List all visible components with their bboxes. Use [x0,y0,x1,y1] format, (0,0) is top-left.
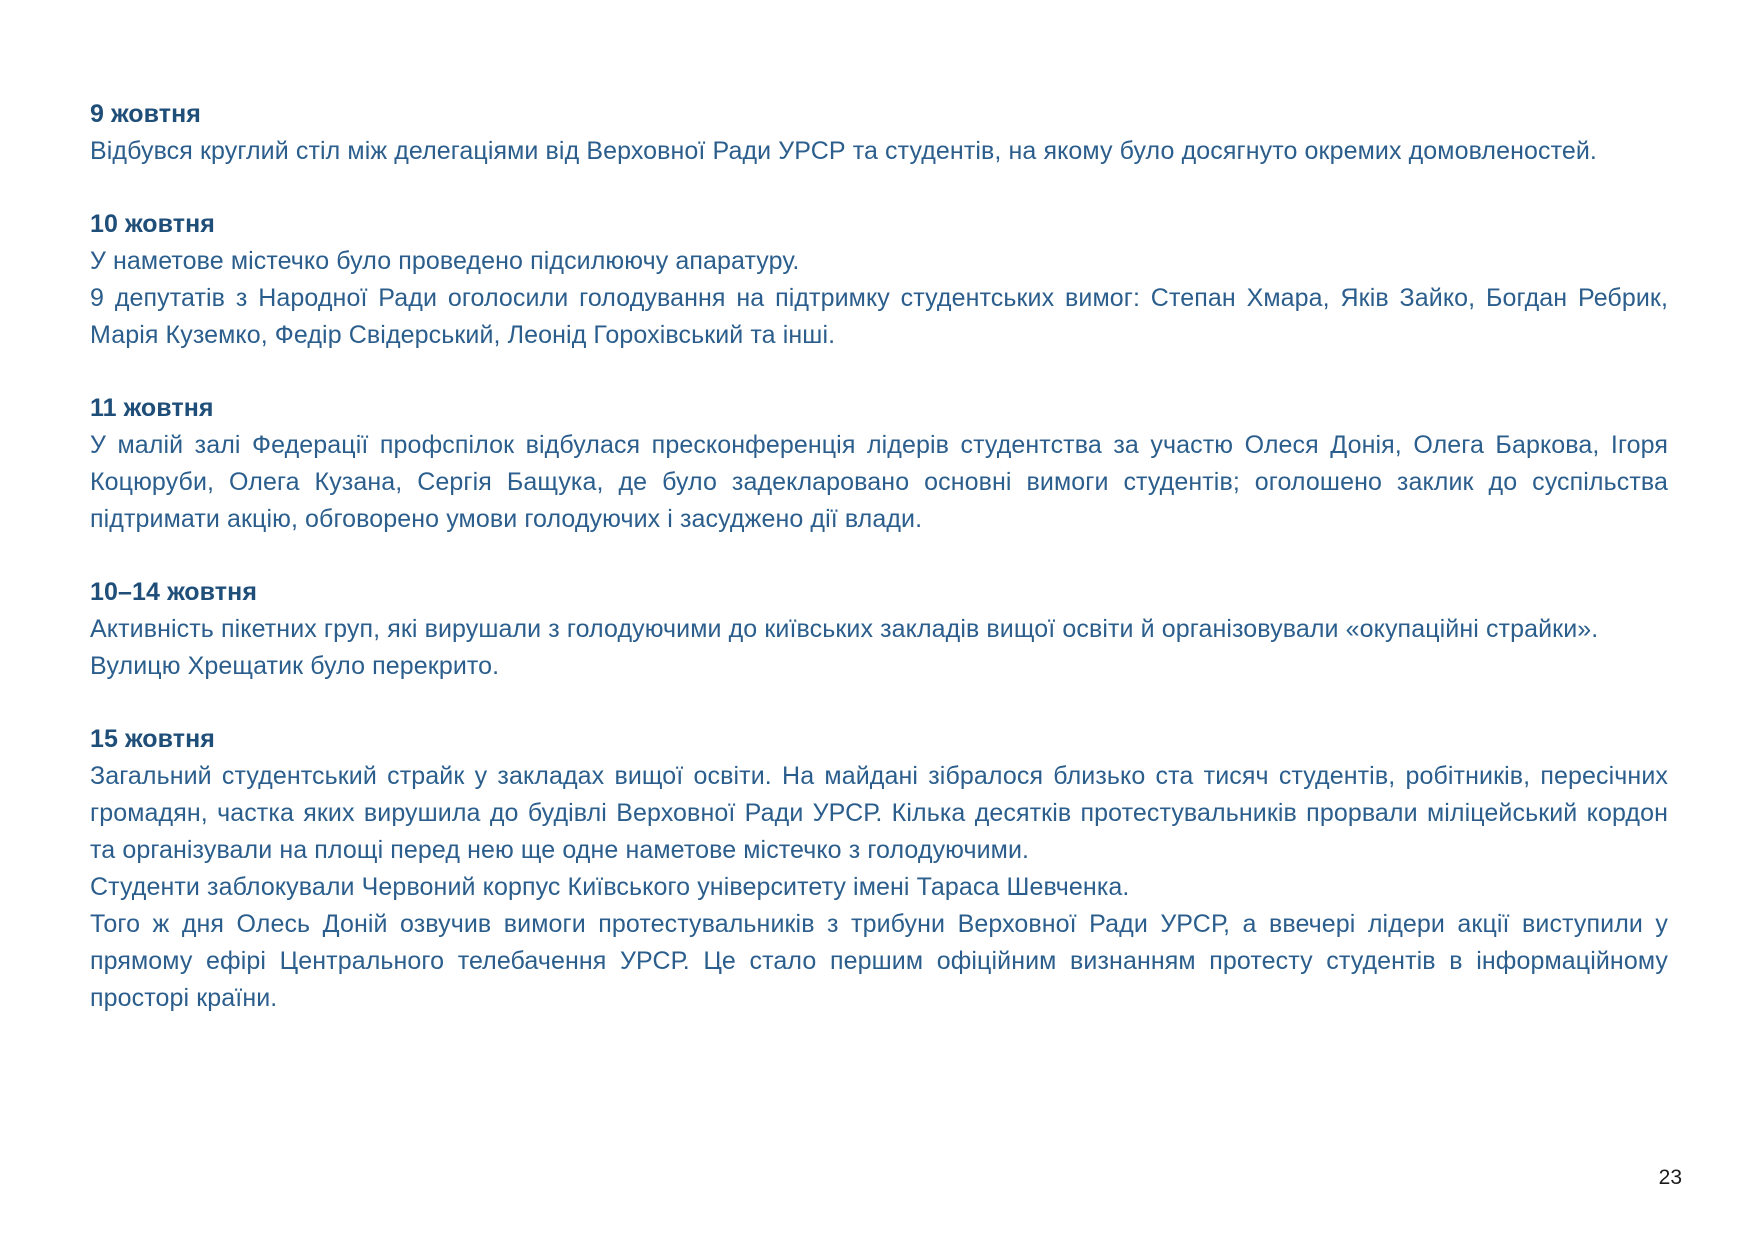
section-date-heading: 9 жовтня [90,100,201,128]
section-paragraph: Вулицю Хрещатик було перекрито. [90,652,500,680]
section-paragraph: Відбувся круглий стіл між делегаціями від Верховної Ради УРСР та студентів, на якому було досягнуто окремих домовленостей. [90,137,1597,165]
section-paragraph: 9 депутатів з Народної Ради оголосили голодування на підтримку студентських вимог: Степан Хмара, Яків Зайко, Богдан Ребрик, Марія Куземко, Федір Свідерський, Леонід Горохівський та інші. [90,284,1668,349]
section-date-heading: 10–14 жовтня [90,578,258,606]
timeline-section-oct-11 [90,390,1668,538]
timeline-section-oct-10 [90,206,1668,354]
section-paragraph: Студенти заблокували Червоний корпус Київського університету імені Тараса Шевченка. [90,873,1130,901]
page-number: 23 [1658,1166,1682,1189]
timeline-content [90,96,1668,1017]
section-date-heading: 11 жовтня [90,394,214,422]
timeline-section-oct-10-14 [90,574,1668,685]
section-paragraph: Того ж дня Олесь Доній озвучив вимоги протестувальників з трибуни Верховної Ради УРСР, а ввечері лідери акції виступили у прямому ефірі Центрального телебачення УРСР. Це стало першим офіційним визнанням протесту студентів в інформаційному просторі країни. [90,910,1668,1012]
timeline-section-oct-9 [90,96,1668,170]
section-date-heading: 10 жовтня [90,210,215,238]
section-paragraph: Загальний студентський страйк у закладах вищої освіти. На майдані зібралося близько ста тисяч студентів, робітників, пересічних громадян, частка яких вирушила до будівлі Верховної Ради УРСР. Кілька десятків протестувальників прорвали міліцейський кордон та організували на площі перед нею ще одне наметове містечко з голодуючими. [90,762,1668,864]
section-date-heading: 15 жовтня [90,725,215,753]
timeline-section-oct-15 [90,721,1668,1017]
section-paragraph: У малій залі Федерації профспілок відбулася пресконференція лідерів студентства за участю Олеся Донія, Олега Баркова, Ігоря Коцюруби, Олега Кузана, Сергія Бащука, де було задекларовано основні вимоги студентів; оголошено заклик до суспільства підтримати акцію, обговорено умови голодуючих і засуджено дії влади. [90,431,1668,533]
section-paragraph: У наметове містечко було проведено підсилюючу апаратуру. [90,247,800,275]
section-paragraph: Активність пікетних груп, які вирушали з голодуючими до київських закладів вищої освіти й організовували «окупаційні страйки». [90,615,1599,643]
